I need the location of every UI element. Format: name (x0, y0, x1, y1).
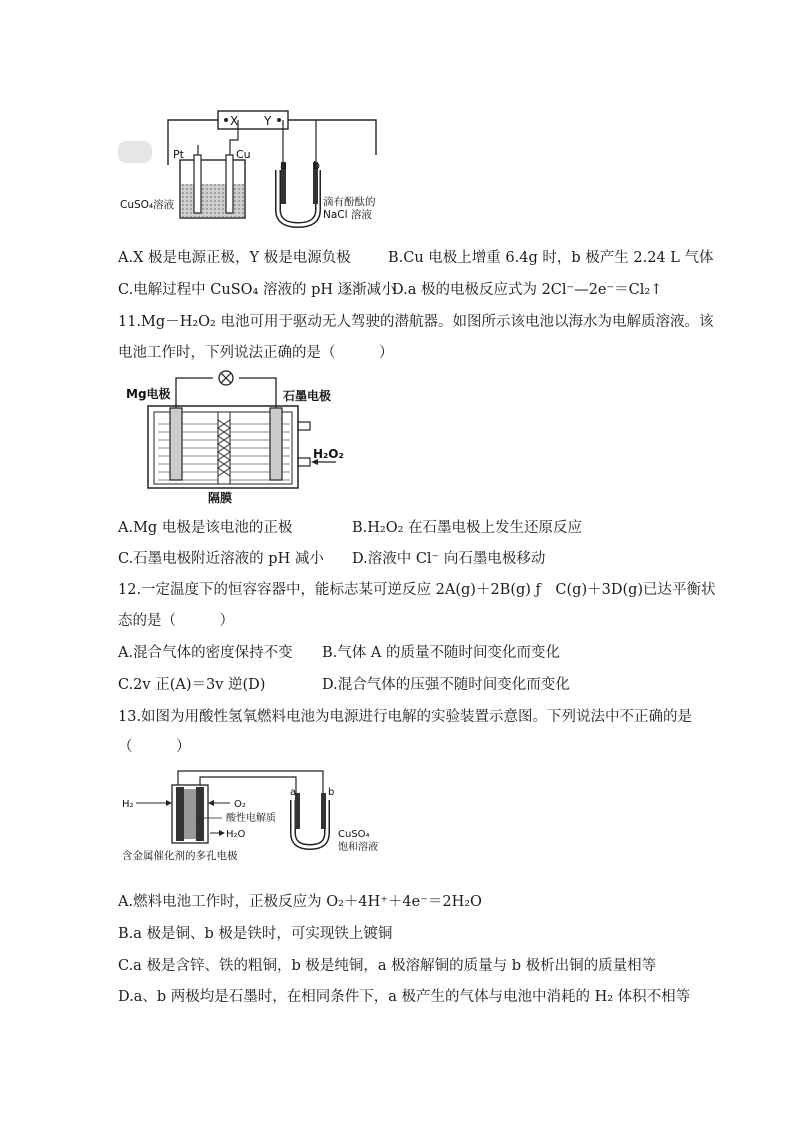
q10-option-a: A.X 极是电源正极，Y 极是电源负极 (118, 250, 351, 266)
label-nacl: NaCl 溶液 (323, 209, 372, 221)
q12-stem-line2: 态的是（ ） (118, 613, 234, 629)
label-b: b (313, 159, 320, 172)
label-a: a (280, 159, 287, 172)
label-h2o: H₂O (226, 829, 246, 840)
q11-option-a: A.Mg 电极是该电池的正极 (118, 520, 293, 536)
q11-option-b: B.H₂O₂ 在石墨电极上发生还原反应 (352, 520, 583, 536)
label-cuso4: CuSO₄溶液 (120, 199, 175, 211)
label-mg-electrode: Mg电极 (126, 387, 171, 401)
label-y: Y (264, 114, 272, 128)
q12-stem-line1: 12.一定温度下的恒容容器中，能标志某可逆反应 2A(g)＋2B(g) ƒ C(g)＋3D(g)已达平衡状 (118, 582, 716, 598)
q13-option-c: C.a 极是含锌、铁的粗铜，b 极是纯铜，a 极溶解铜的质量与 b 极析出铜的质量相等 (118, 958, 657, 974)
label-cuso4-2: CuSO₄ (338, 829, 370, 840)
label-h2: H₂ (122, 799, 134, 810)
label-pt: Pt (173, 148, 184, 161)
label-o2: O₂ (234, 799, 246, 810)
q11-option-d: D.溶液中 Cl⁻ 向石墨电极移动 (352, 551, 546, 567)
label-porous-electrode: 含金属催化剂的多孔电极 (122, 850, 238, 862)
q13-stem-line1: 13.如图为用酸性氢氧燃料电池为电源进行电解的实验装置示意图。下列说法中不正确的是 (118, 709, 693, 725)
label-h2o2-inlet: H₂O₂ (313, 447, 344, 461)
q11-stem-line1: 11.Mg－H₂O₂ 电池可用于驱动无人驾驶的潜航器。如图所示该电池以海水为电解质溶液。该 (118, 314, 714, 330)
q10-option-c: C.电解过程中 CuSO₄ 溶液的 pH 逐渐减小 (118, 282, 396, 298)
figure-mg-h2o2-battery (118, 370, 348, 508)
q12-option-d: D.混合气体的压强不随时间变化而变化 (322, 677, 570, 693)
q12-option-b: B.气体 A 的质量不随时间变化而变化 (322, 645, 560, 661)
q11-stem-line2: 电池工作时，下列说法正确的是（ ） (118, 345, 394, 361)
label-x: X (230, 114, 239, 128)
label-saturated-solution: 饱和溶液 (338, 842, 378, 853)
q13-option-a: A.燃料电池工作时，正极反应为 O₂＋4H⁺＋4e⁻＝2H₂O (118, 894, 482, 910)
q10-option-b: B.Cu 电极上增重 6.4g 时，b 极产生 2.24 L 气体 (388, 250, 714, 266)
figure-electrolysis-cuso4-nacl (118, 100, 398, 228)
label-a-electrode: a (290, 787, 297, 798)
label-graphite-electrode: 石墨电极 (283, 389, 332, 403)
q13-stem-line2: （ ） (118, 739, 191, 755)
label-cu: Cu (236, 148, 251, 161)
label-b-electrode: b (328, 787, 335, 798)
label-acidic-electrolyte: 酸性电解质 (226, 813, 276, 824)
q12-option-a: A.混合气体的密度保持不变 (118, 645, 293, 661)
q11-option-c: C.石墨电极附近溶液的 pH 减小 (118, 551, 324, 567)
label-phenolphthalein: 滴有酚酞的 (323, 196, 376, 208)
q12-option-c: C.2v 正(A)＝3v 逆(D) (118, 677, 266, 693)
label-membrane: 隔膜 (208, 491, 233, 505)
q10-option-d: D.a 极的电极反应式为 2Cl⁻—2e⁻＝Cl₂↑ (392, 282, 663, 298)
q13-option-b: B.a 极是铜、b 极是铁时，可实现铁上镀铜 (118, 926, 393, 942)
q13-option-d: D.a、b 两极均是石墨时，在相同条件下，a 极产生的气体与电池中消耗的 H₂ 体积不相等 (118, 989, 691, 1005)
figure-fuel-cell-electrolysis (118, 765, 398, 863)
